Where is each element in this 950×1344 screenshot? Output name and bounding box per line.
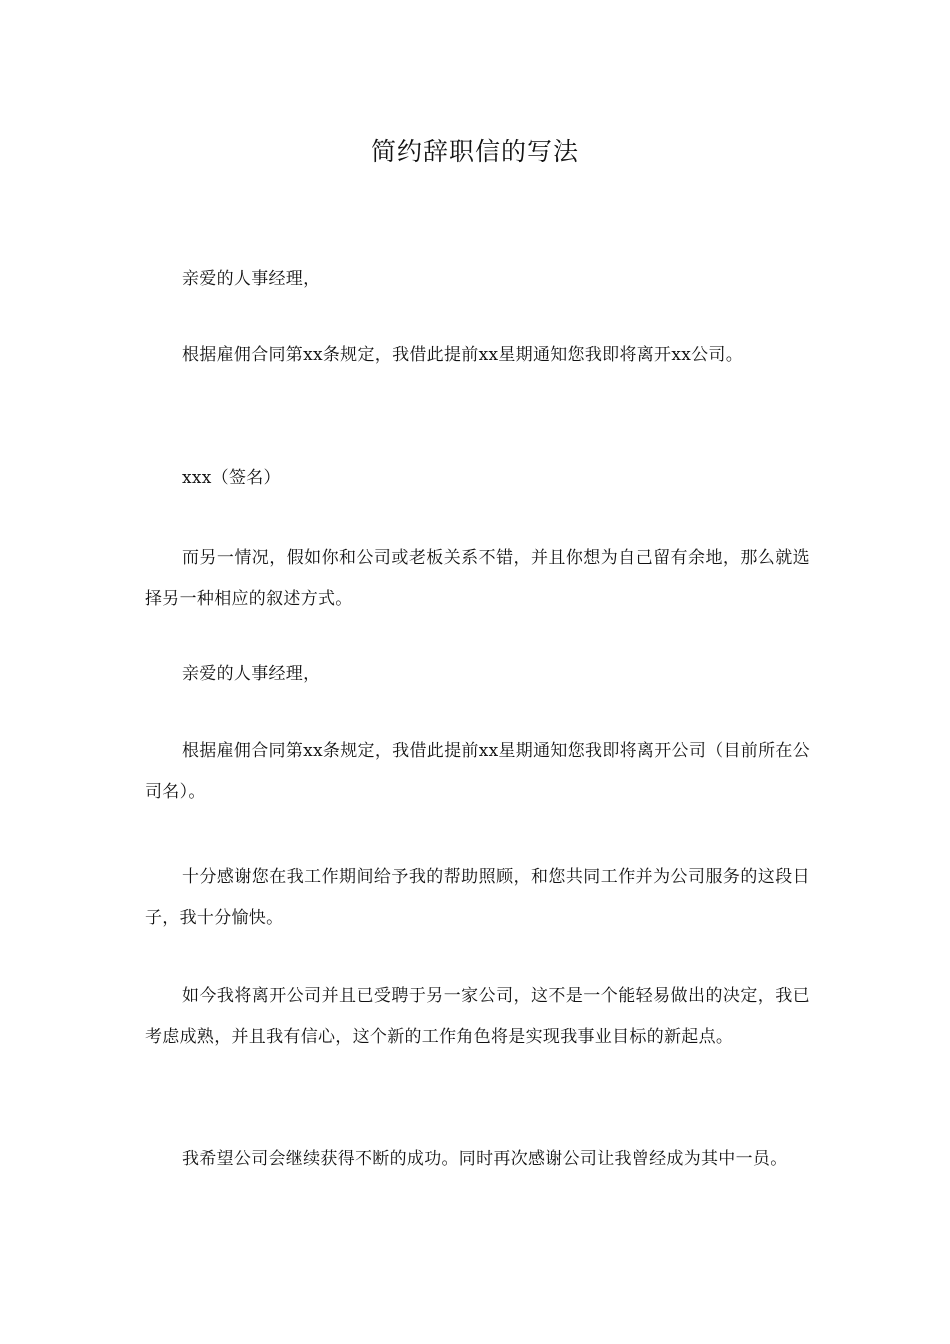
document-title: 简约辞职信的写法 <box>370 137 579 166</box>
notice-paragraph-2: 根据雇佣合同第xx条规定，我借此提前xx星期通知您我即将离开公司（目前所在公司名）。 <box>145 741 810 802</box>
greeting-paragraph: 亲爱的人事经理， <box>182 269 321 289</box>
greeting-paragraph-2: 亲爱的人事经理， <box>182 664 321 684</box>
alternative-intro-paragraph: 而另一情况，假如你和公司或老板关系不错，并且你想为自己留有余地，那么就选择另一种相应的叙述方式。 <box>145 548 810 609</box>
closing-paragraph: 我希望公司会继续获得不断的成功。同时再次感谢公司让我曾经成为其中一员。 <box>182 1149 788 1169</box>
notice-paragraph: 根据雇佣合同第xx条规定，我借此提前xx星期通知您我即将离开xx公司。 <box>182 345 744 365</box>
gratitude-paragraph: 十分感谢您在我工作期间给予我的帮助照顾，和您共同工作并为公司服务的这段日子，我十分愉快。 <box>145 867 810 928</box>
new-job-paragraph: 如今我将离开公司并且已受聘于另一家公司，这不是一个能轻易做出的决定，我已考虑成熟，并且我有信心，这个新的工作角色将是实现我事业目标的新起点。 <box>145 986 810 1047</box>
signature-line: xxx（签名） <box>182 468 281 488</box>
